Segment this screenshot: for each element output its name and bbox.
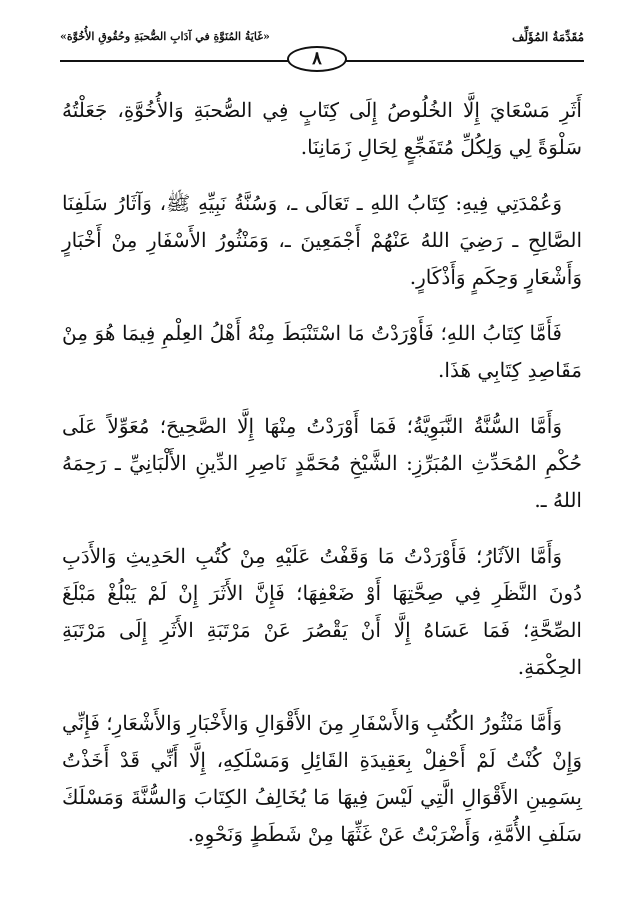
section-title: مُقَدِّمَةُ المُؤَلِّف	[511, 30, 584, 44]
page-number: ٨	[287, 46, 347, 72]
page-content	[62, 92, 582, 872]
paragraph-continuation: أَثَرِ مَسْعَايَ إِلَّا الخُلُوصُ إِلَى كِتَابٍ فِي الصُّحبَةِ وَالأُخُوَّةِ، جَعَلْتُهُ سَلْوَةً لِي وَلِكُلِّ مُتَفَجِّعٍ لِحَالِ زَمَانِنَا.	[62, 98, 582, 159]
paragraph-quran: فَأَمَّا كِتَابُ اللهِ؛ فَأَوْرَدْتُ مَا اسْتَنْبَطَ مِنْهُ أَهْلُ العِلْمِ فِيمَا هُوَ مِنْ مَقَاصِدِ كِتَابِي هَذَا.	[62, 321, 582, 382]
book-title: «غَايَةُ المُنَوَّةِ في آدَابِ الصُّحبَةِ وحُقُوقِ الأُخُوَّة»	[60, 30, 270, 43]
paragraph-sayings: وَأَمَّا مَنْثُورُ الكُتُبِ وَالأَسْفَارِ مِنَ الأَقْوَالِ وَالأَخْبَارِ وَالأَشْعَارِ؛ فَإِنِّي وَإِنْ كُنْتُ لَمْ أَحْفِلْ بِعَقِيدَةِ القَائِلِ وَمَسْلَكِهِ، إِلَّا أَنِّي قَدْ أَخَذْتُ بِسَمِينِ الأَقْوَالِ الَّتِي لَيْسَ فِيهَا مَا يُخَالِفُ الكِتَابَ وَالسُّنَّةَ وَمَسْلَكَ سَلَفِ الأُمَّةِ، وَأَضْرَبْتُ عَنْ غَثِّهَا مِنْ شَطَطٍ وَنَحْوِهِ.	[62, 711, 582, 846]
paragraph-sunnah: وَأَمَّا السُّنَّةُ النَّبَوِيَّةُ؛ فَمَا أَوْرَدْتُ مِنْهَا إِلَّا الصَّحِيحَ؛ مُعَوِّلاً عَلَى حُكْمِ المُحَدِّثِ المُبَرِّزِ: الشَّيْخِ مُحَمَّدٍ نَاصِرِ الدِّينِ الأَلْبَانِيِّ ـ رَحِمَهُ اللهُ ـ.	[62, 414, 583, 512]
paragraph-athar: وَأَمَّا الآثَارُ؛ فَأَوْرَدْتُ مَا وَقَفْتُ عَلَيْهِ مِنْ كُتُبِ الحَدِيثِ وَالأَدَبِ دُونَ النَّظَرِ فِي صِحَّتِهَا أَوْ ضَعْفِهَا؛ فَإِنَّ الأَثَرَ إِنْ لَمْ يَبْلُغْ مَبْلَغَ الصِّحَّةِ؛ فَمَا عَسَاهُ إِلَّا أَنْ يَقْصُرَ عَنْ مَرْتَبَةِ الأَثَرِ إِلَى مَرْتَبَةِ الحِكْمَةِ.	[62, 544, 582, 679]
paragraph-sources: وَعُمْدَتِي فِيهِ: كِتَابُ اللهِ ـ تَعَالَى ـ، وَسُنَّةُ نَبِيِّهِ ﷺ، وَآثَارُ سَلَفِنَا الصَّالِحِ ـ رَضِيَ اللهُ عَنْهُمْ أَجْمَعِينَ ـ، وَمَنْثُورُ الأَسْفَارِ مِنْ أَخْبَارٍ وَأَشْعَارٍ وَحِكَمٍ وَأَذْكَارٍ.	[62, 191, 582, 289]
